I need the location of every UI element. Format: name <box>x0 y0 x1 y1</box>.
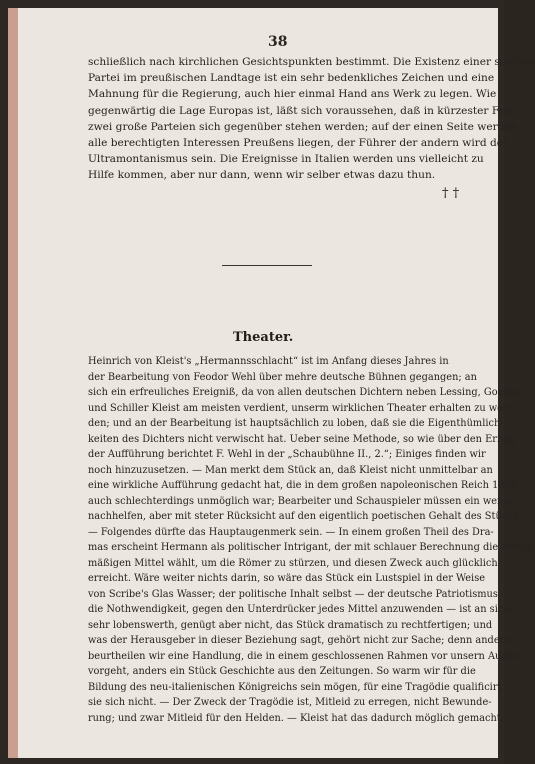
text-line: sich ein erfreuliches Ereigniß, da von allen deutschen Dichtern neben Lessing, Goethe <box>88 387 520 398</box>
text-line: sie sich nicht. — Der Zweck der Tragödie ist, Mitleid zu erregen, nicht Bewunde- <box>88 697 492 708</box>
text-line: Ultramontanismus sein. Die Ereignisse in Italien werden uns vielleicht zu <box>88 153 484 166</box>
text-line: rung; und zwar Mitleid für den Helden. — Kleist hat das dadurch möglich gemacht, <box>88 712 504 724</box>
text-line: — Folgendes dürfte das Hauptaugenmerk sein. — In einem großen Theil des Dra- <box>88 526 494 538</box>
text-line: den; und an der Bearbeitung ist hauptsächlich zu loben, daß sie die Eigenthümlich- <box>88 418 504 429</box>
text-line: sehr lobenswerth, genügt aber nicht, das Stück dramatisch zu rechtfertigen; und <box>88 619 493 631</box>
text-line: Heinrich von Kleist's „Hermannsschlacht“ ist im Anfang dieses Jahres in <box>88 356 449 367</box>
theater-paragraph <box>88 354 535 726</box>
text-line: der Aufführung berichtet F. Wehl in der „Schaubühne II., 2.“; Einiges finden wir <box>88 449 486 460</box>
text-line: noch hinzuzusetzen. — Man merkt dem Stück an, daß Kleist nicht unmittelbar an <box>88 464 493 476</box>
upper-paragraph <box>88 54 535 184</box>
section-divider <box>222 265 312 266</box>
text-line: die Nothwendigkeit, gegen den Unterdrücker jedes Mittel anzuwenden — ist an sich <box>88 604 510 615</box>
text-line: keiten des Dichters nicht verwischt hat. Ueber seine Methode, so wie über den Erfolg <box>88 433 516 445</box>
text-line: mäßigen Mittel wählt, um die Römer zu stürzen, und diesen Zweck auch glücklich <box>88 557 498 569</box>
text-line: schließlich nach kirchlichen Gesichtspunkten bestimmt. Die Existenz einer solchen <box>88 56 535 68</box>
section-heading: Theater. <box>233 330 294 345</box>
page-number: 38 <box>268 34 288 50</box>
text-line: beurtheilen wir eine Handlung, die in einem geschlossenen Rahmen vor unsern Augen <box>88 650 520 662</box>
text-line: erreicht. Wäre weiter nichts darin, so wäre das Stück ein Lustspiel in der Weise <box>88 573 486 584</box>
text-line: auch schlechterdings unmöglich war; Bearbeiter und Schauspieler müssen ein wenig <box>88 495 513 507</box>
text-line: und Schiller Kleist am meisten verdient, unserm wirklichen Theater erhalten zu wer- <box>88 402 511 414</box>
text-line: von Scribe's Glas Wasser; der politische Inhalt selbst — der deutsche Patriotismus, <box>88 588 501 600</box>
text-line: der Bearbeitung von Feodor Wehl über mehre deutsche Bühnen gegangen; an <box>88 371 477 383</box>
text-line: Hilfe kommen, aber nur dann, wenn wir selber etwas dazu thun. <box>88 169 436 182</box>
text-line: mas erscheint Hermann als politischer Intrigant, der mit schlauer Berechnung die zweck- <box>88 542 535 553</box>
text-line: vorgeht, anders ein Stück Geschichte aus den Zeitungen. So warm wir für die <box>88 666 476 677</box>
text-line: zwei große Parteien sich gegenüber stehen werden; auf der einen Seite werden <box>88 120 518 133</box>
text-line: nachhelfen, aber mit steter Rücksicht auf den eigentlich poetischen Gehalt des Stücks. <box>88 511 522 522</box>
text-line: eine wirkliche Aufführung gedacht hat, die in dem großen napoleonischen Reich 1809 <box>88 480 518 491</box>
end-mark: † † <box>442 186 460 201</box>
text-line: was der Herausgeber in dieser Beziehung sagt, gehört nicht zur Sache; denn anders <box>88 635 510 646</box>
text-line: gegenwärtig die Lage Europas ist, läßt sich voraussehen, daß in kürzester Frist <box>88 104 518 117</box>
text-line: alle berechtigten Interessen Preußens liegen, der Führer der andern wird der <box>88 137 509 150</box>
text-line: Bildung des neu-italienischen Königreichs sein mögen, für eine Tragödie qualificirt <box>88 681 502 693</box>
text-line: Partei im preußischen Landtage ist ein sehr bedenkliches Zeichen und eine <box>88 72 495 85</box>
text-line: Mahnung für die Regierung, auch hier einmal Hand ans Werk zu legen. Wie <box>88 88 497 101</box>
